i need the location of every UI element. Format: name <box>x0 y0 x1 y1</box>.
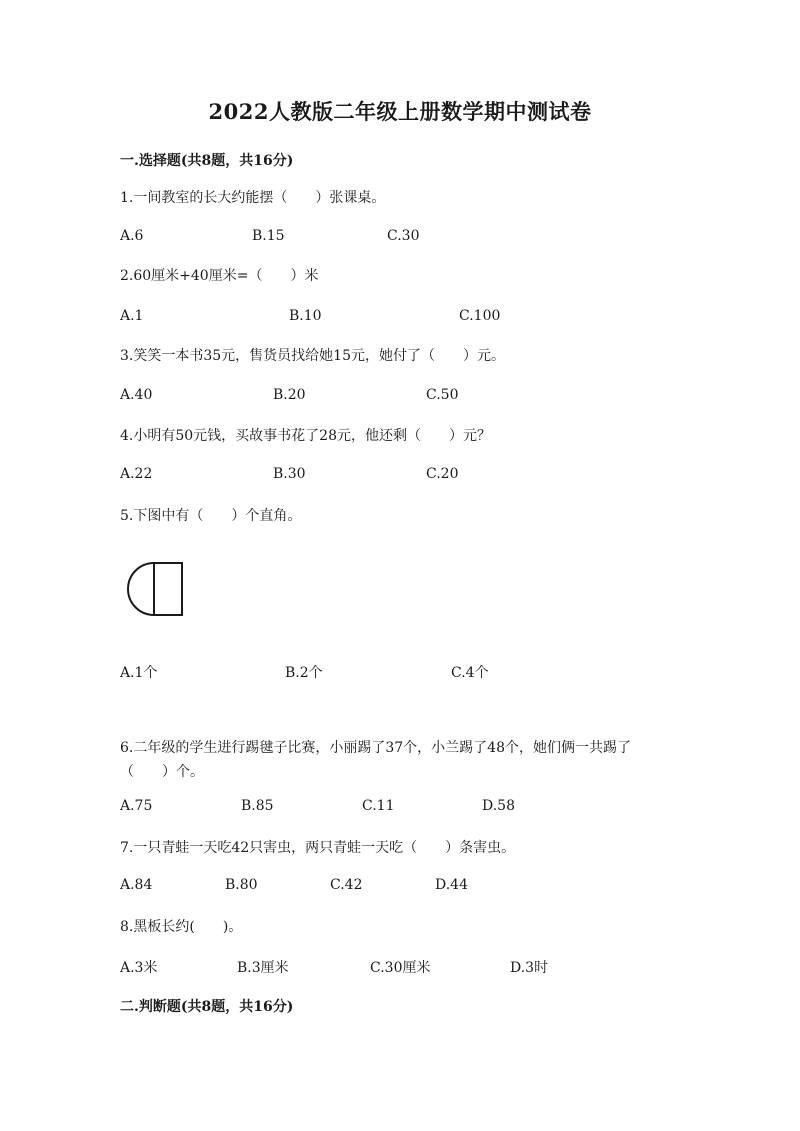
option-b[interactable]: B.10 <box>289 308 322 324</box>
option-d[interactable]: D.58 <box>482 798 515 814</box>
question-5: 5.下图中有（ ）个直角。 <box>120 508 302 524</box>
question-7: 7.一只青蛙一天吃42只害虫，两只青蛙一天吃（ ）条害虫。 <box>120 840 516 856</box>
question-8: 8.黑板长约( )。 <box>120 919 243 935</box>
option-b[interactable]: B.30 <box>273 466 306 482</box>
option-c[interactable]: C.50 <box>426 387 459 403</box>
option-b[interactable]: B.85 <box>241 798 274 814</box>
section-heading-choice: 一.选择题(共8题，共16分) <box>120 153 294 169</box>
question-1: 1.一间教室的长大约能摆（ ）张课桌。 <box>120 190 386 206</box>
question-2: 2.60厘米+40厘米=（ ）米 <box>120 268 319 284</box>
option-c[interactable]: C.100 <box>459 308 501 324</box>
option-d[interactable]: D.44 <box>435 877 468 893</box>
option-a[interactable]: A.75 <box>120 798 153 814</box>
option-b[interactable]: B.2个 <box>285 665 323 681</box>
option-c[interactable]: C.30厘米 <box>370 960 431 976</box>
option-a[interactable]: A.6 <box>120 228 144 244</box>
question-6: 6.二年级的学生进行踢毽子比赛，小丽踢了37个，小兰踢了48个，她们俩一共踢了（ ）个。 <box>120 740 631 780</box>
option-c[interactable]: C.4个 <box>451 665 489 681</box>
option-a[interactable]: A.40 <box>120 387 153 403</box>
question-3: 3.笑笑一本书35元，售货员找给她15元，她付了（ ）元。 <box>120 348 505 364</box>
option-b[interactable]: B.80 <box>225 877 258 893</box>
section-heading-judgement: 二.判断题(共8题，共16分) <box>120 999 294 1015</box>
page-title: 2022人教版二年级上册数学期中测试卷 <box>208 99 592 124</box>
figure-rectangle <box>154 563 182 615</box>
option-d[interactable]: D.3时 <box>510 960 549 976</box>
figure-semicircle <box>128 563 154 615</box>
question-4: 4.小明有50元钱，买故事书花了28元，他还剩（ ）元？ <box>120 428 491 444</box>
option-a[interactable]: A.3米 <box>120 960 158 976</box>
option-a[interactable]: A.1 <box>120 308 144 324</box>
option-a[interactable]: A.22 <box>120 466 153 482</box>
option-c[interactable]: C.20 <box>426 466 459 482</box>
option-b[interactable]: B.20 <box>273 387 306 403</box>
option-a[interactable]: A.84 <box>120 877 153 893</box>
option-c[interactable]: C.42 <box>330 877 363 893</box>
option-b[interactable]: B.3厘米 <box>237 960 289 976</box>
option-c[interactable]: C.11 <box>362 798 395 814</box>
right-angle-figure <box>126 562 184 616</box>
option-c[interactable]: C.30 <box>387 228 420 244</box>
option-b[interactable]: B.15 <box>252 228 285 244</box>
option-a[interactable]: A.1个 <box>120 665 158 681</box>
